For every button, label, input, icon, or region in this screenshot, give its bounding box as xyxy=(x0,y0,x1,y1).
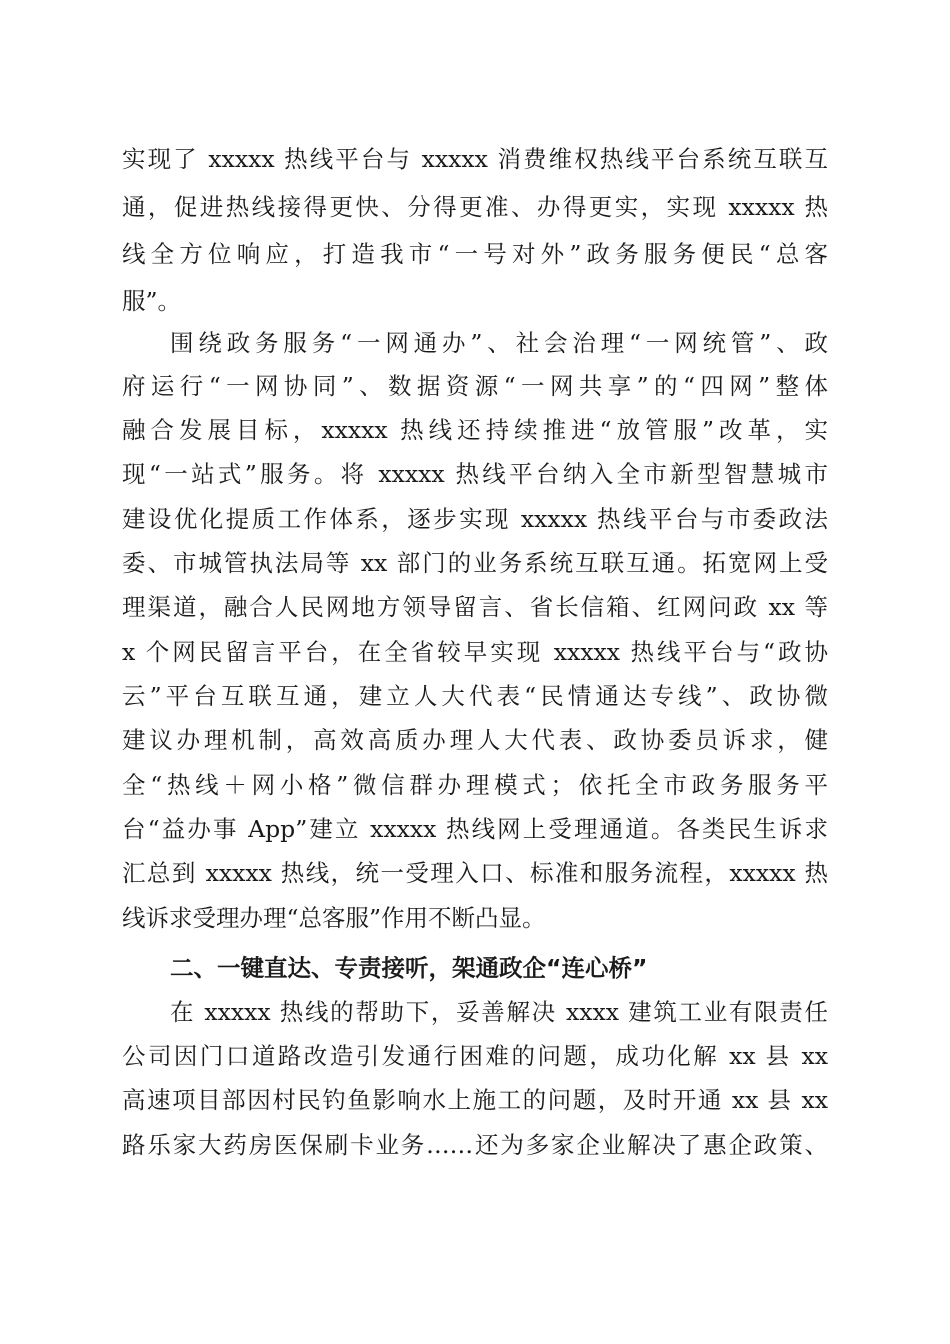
paragraph-3-line-4: 路乐家大药房医保刷卡业务……还为多家企业解决了惠企政策、 xyxy=(122,1131,828,1159)
paragraph-1-line-3: 线全方位响应，打造我市“一号对外”政务服务便民“总客 xyxy=(122,240,828,268)
paragraph-2-line-9: 云”平台互联互通，建立人大代表“民情通达专线”、政协微 xyxy=(122,682,828,710)
paragraph-1-line-1: 实现了 xxxxx 热线平台与 xxxxx 消费维权热线平台系统互联互 xyxy=(122,145,828,173)
paragraph-2-line-3: 融合发展目标，xxxxx 热线还持续推进“放管服”改革，实 xyxy=(122,416,828,444)
paragraph-3-line-1: 在 xxxxx 热线的帮助下，妥善解决 xxxx 建筑工业有限责任 xyxy=(170,998,828,1026)
paragraph-1-line-2: 通，促进热线接得更快、分得更准、办得更实，实现 xxxxx 热 xyxy=(122,193,828,221)
paragraph-2-line-13: 汇总到 xxxxx 热线，统一受理入口、标准和服务流程，xxxxx 热 xyxy=(122,859,828,887)
paragraph-1-line-4: 服”。 xyxy=(122,287,182,315)
paragraph-3-line-2: 公司因门口道路改造引发通行困难的问题，成功化解 xx 县 xx xyxy=(122,1042,828,1070)
paragraph-2-line-1: 围绕政务服务“一网通办”、社会治理“一网统管”、政 xyxy=(170,329,828,357)
section-heading: 二、一键直达、专责接听，架通政企“连心桥” xyxy=(170,954,648,982)
paragraph-2-line-11: 全“热线＋网小格”微信群办理模式；依托全市政务服务平 xyxy=(122,771,828,799)
paragraph-2-line-10: 建议办理机制，高效高质办理人大代表、政协委员诉求，健 xyxy=(122,726,828,754)
paragraph-2-line-12: 台“益办事 App”建立 xxxxx 热线网上受理通道。各类民生诉求 xyxy=(122,815,828,843)
paragraph-2-line-8: x 个网民留言平台，在全省较早实现 xxxxx 热线平台与“政协 xyxy=(122,638,828,666)
paragraph-2-line-4: 现“一站式”服务。将 xxxxx 热线平台纳入全市新型智慧城市 xyxy=(122,460,828,488)
paragraph-2-line-7: 理渠道，融合人民网地方领导留言、省长信箱、红网问政 xx 等 xyxy=(122,593,828,621)
paragraph-2-line-6: 委、市城管执法局等 xx 部门的业务系统互联互通。拓宽网上受 xyxy=(122,549,828,577)
paragraph-2-line-14: 线诉求受理办理“总客服”作用不断凸显。 xyxy=(122,904,546,932)
paragraph-3-line-3: 高速项目部因村民钓鱼影响水上施工的问题，及时开通 xx 县 xx xyxy=(122,1086,828,1114)
paragraph-2-line-5: 建设优化提质工作体系，逐步实现 xxxxx 热线平台与市委政法 xyxy=(122,505,828,533)
paragraph-2-line-2: 府运行“一网协同”、数据资源“一网共享”的“四网”整体 xyxy=(122,372,828,400)
